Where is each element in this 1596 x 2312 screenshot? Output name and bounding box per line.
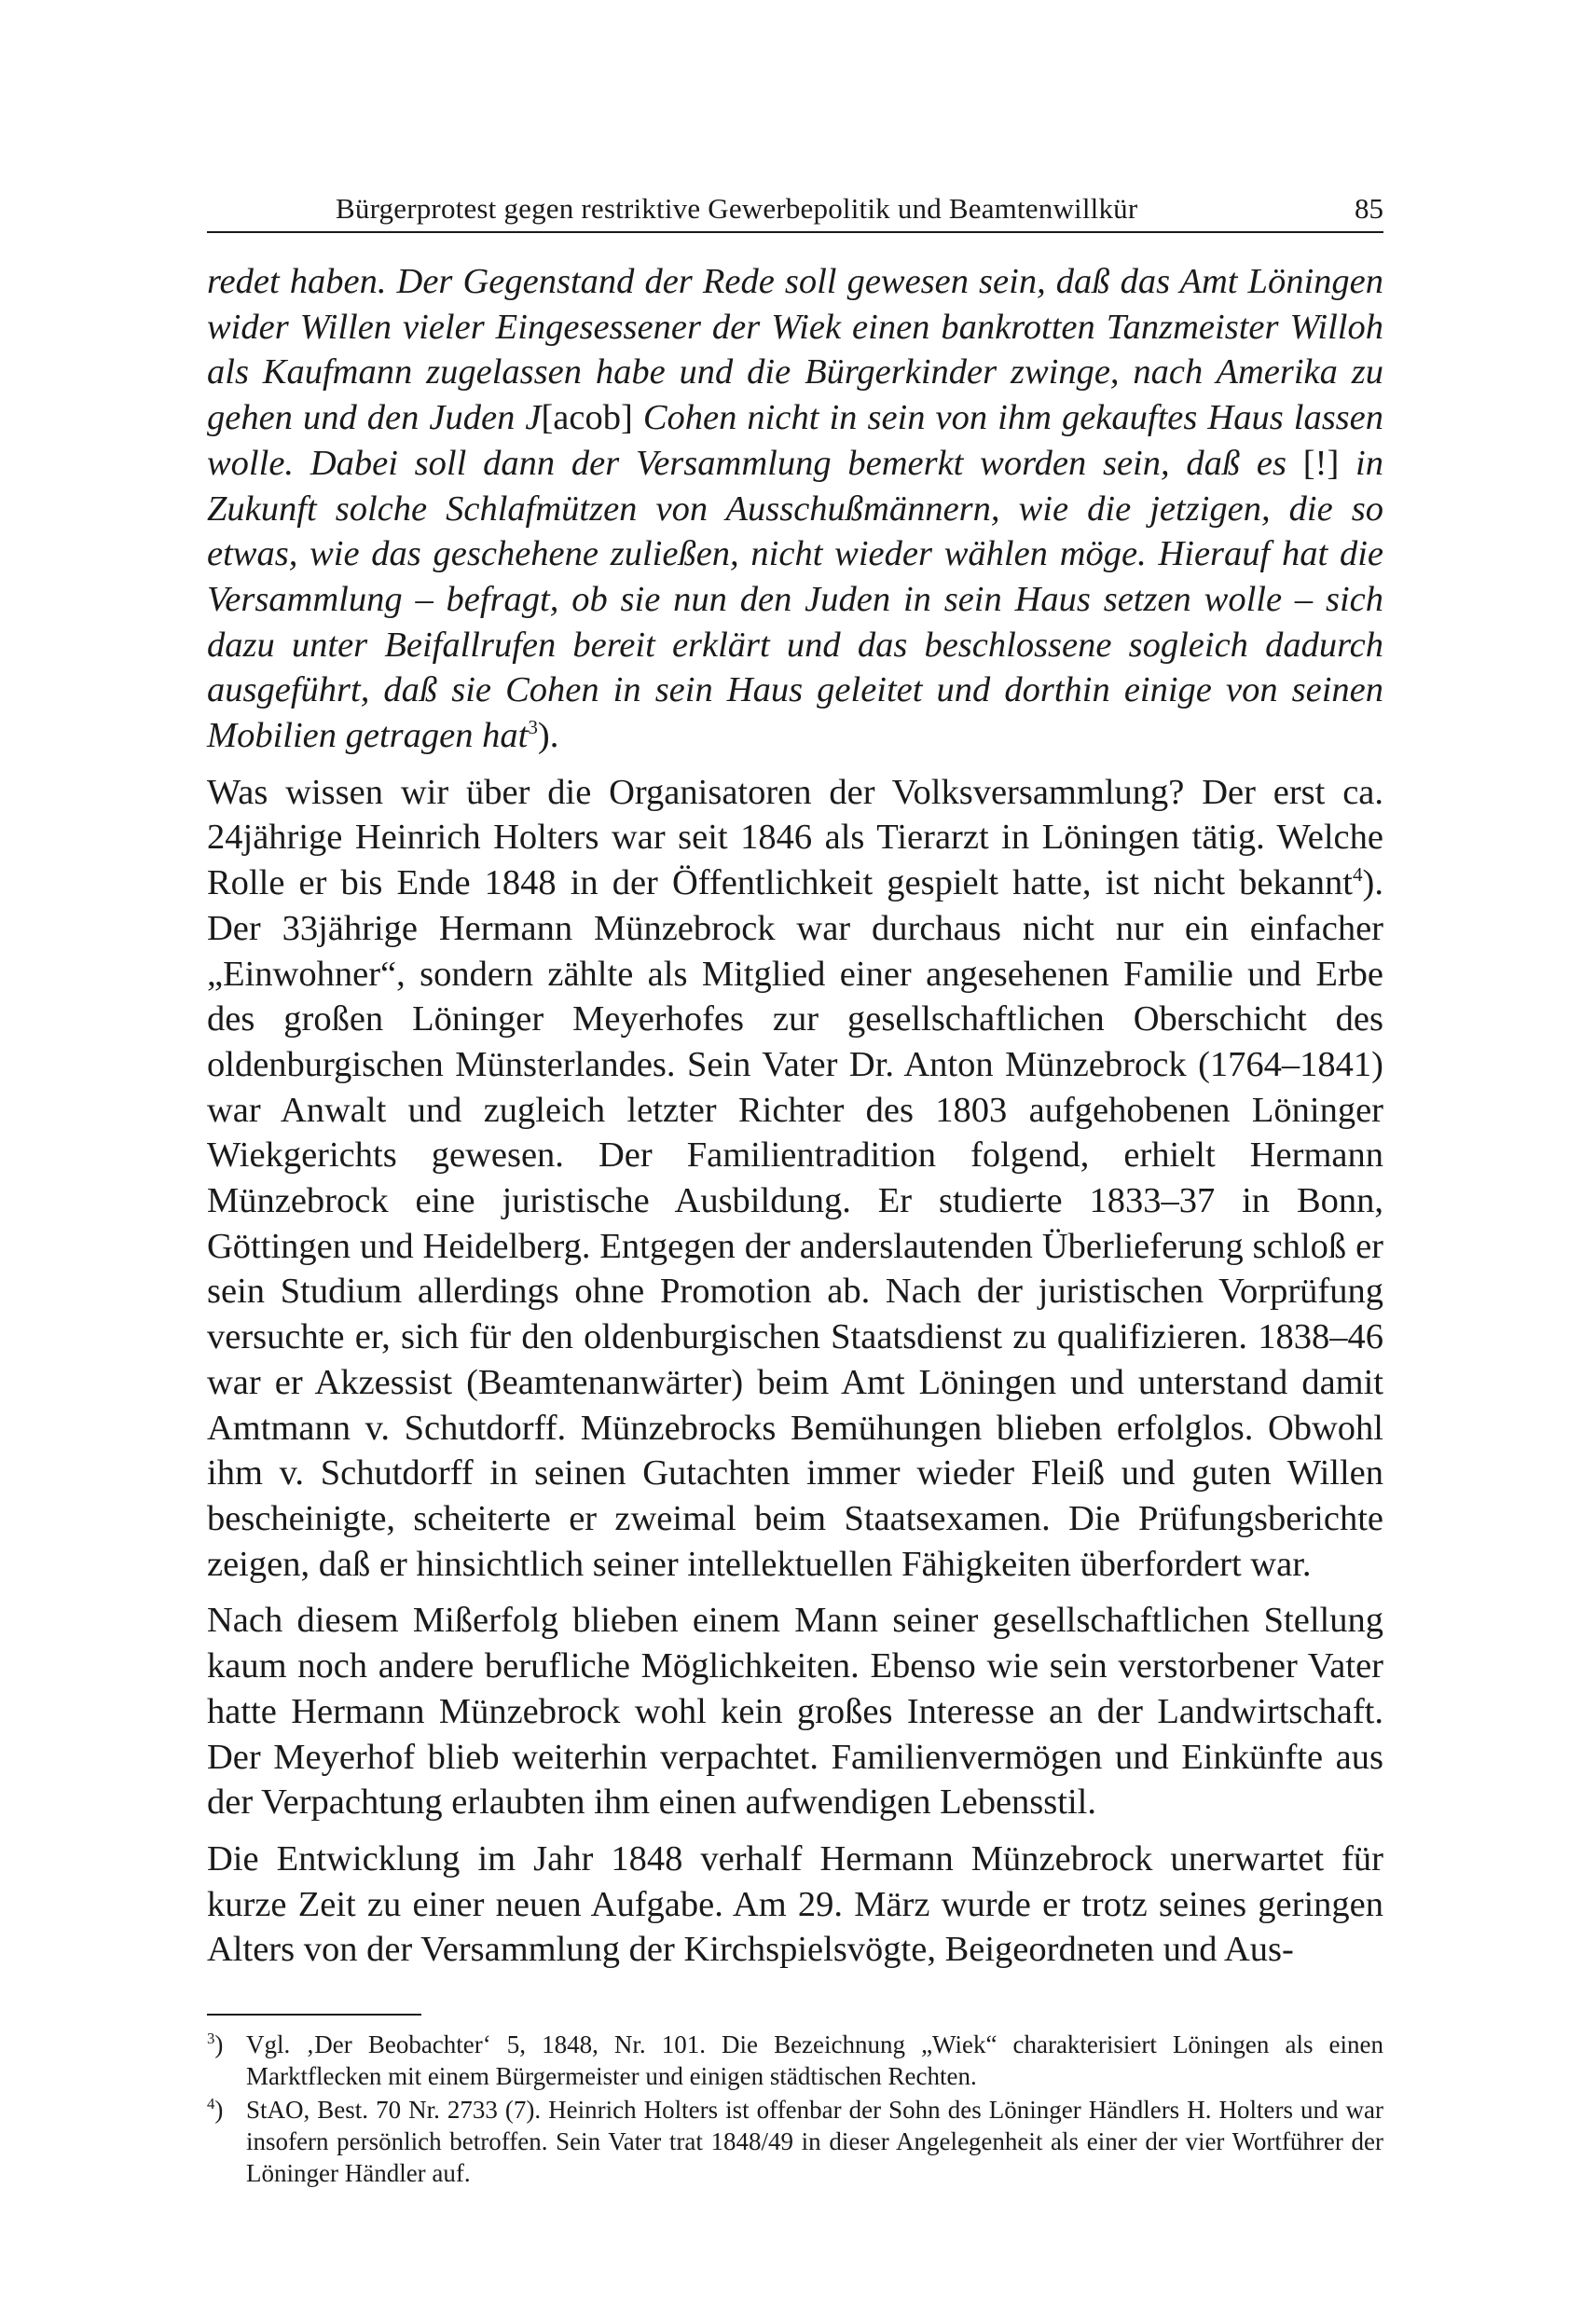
page-number: 85: [1355, 192, 1383, 225]
paragraph-3: Die Entwicklung im Jahr 1848 verhalf Hermann Münzebrock unerwartet für kurze Zeit zu einer neuen Aufgabe. Am 29. März wurde er trotz seines geringen Alters von der Versammlung der Kirchspielsvögte, Beigeordneten und Aus-: [207, 1838, 1383, 1970]
quote-text-3: in Zukunft solche Schlafmützen von Ausschußmännern, wie die jetzigen, die so etwas, wie das geschehene zuließen, nicht wieder wählen möge. Hierauf hat die Versammlung – befragt, ob sie nun den Juden in sein Haus setzen wolle – sich dazu unter Beifallrufen bereit erklärt und das beschlossene sogleich dadurch ausgeführt, daß sie Cohen in sein Haus geleitet und dorthin einige von seinen Mobilien getragen hat: [207, 443, 1383, 756]
body-text: [207, 259, 1383, 1973]
footnote-mark-paren: ): [214, 2096, 224, 2125]
paragraph-1-text: Was wissen wir über die Organisatoren der Volksversammlung? Der erst ca. 24jährige Heinrich Holters war seit 1846 als Tierarzt in Löningen tätig. Welche Rolle er bis Ende 1848 in der Öffentlichkeit gespielt hatte, ist nicht bekannt: [207, 772, 1383, 903]
running-head-title: Bürgerprotest gegen restriktive Gewerbepolitik und Beamtenwillkür: [336, 192, 1138, 225]
quote-paragraph: [207, 259, 1383, 759]
footnote-text: Vgl. ‚Der Beobachter‘ 5, 1848, Nr. 101. Die Bezeichnung „Wiek“ charakterisiert Löningen als einen Marktflecken mit einem Bürgermeister und einigen städtischen Rechten.: [246, 2030, 1383, 2091]
footnote-text: StAO, Best. 70 Nr. 2733 (7). Heinrich Holters ist offenbar der Sohn des Löninger Händlers H. Holters und war insofern persönlich betroffen. Sein Vater trat 1848/49 in dieser Angelegenheit als einer der vier Wortführer der Löninger Händler auf.: [246, 2096, 1383, 2188]
footnote-mark-paren: ): [214, 2030, 224, 2059]
page: [207, 186, 1383, 2191]
footnote-mark-number: 4: [207, 2095, 215, 2113]
quote-bracket: [acob]: [541, 398, 633, 438]
quote-closing: ).: [537, 716, 559, 756]
quote-text-1: redet haben. Der Gegenstand der Rede soll gewesen sein, daß das Amt Löningen wider Willen vieler Eingesessener der Wiek einen bankrotten Tanzmeister Willoh als Kaufmann zugelassen habe und die Bürgerkinder zwinge, nach Amerika zu gehen und den Juden J: [207, 262, 1383, 438]
footnote-ref-4[interactable]: 4: [1352, 863, 1363, 887]
paragraph-1-rest: ). Der 33jährige Hermann Münzebrock war durchaus nicht nur ein einfacher „Einwohner“, sondern zählte als Mitglied einer angesehenen Familie und Erbe des großen Löninger Meyerhofes zur gesellschaftlichen Oberschicht des oldenburgischen Münsterlandes. Sein Vater Dr. Anton Münzebrock (1764–1841) war Anwalt und zugleich letzter Richter des 1803 aufgehobenen Löninger Wiekgerichts gewesen. Der Familientradition folgend, erhielt Hermann Münzebrock eine juristische Ausbildung. Er studierte 1833–37 in Bonn, Göttingen und Heidelberg. Entgegen der anderslautenden Überlieferung schloß er sein Studium allerdings ohne Promotion ab. Nach der juristischen Vorprüfung versuchte er, sich für den oldenburgischen Staatsdienst zu qualifizieren. 1838–46 war er Akzessist (Beamtenanwärter) beim Amt Löningen und unterstand damit Amtmann v. Schutdorff. Münzebrocks Bemühungen blieben erfolglos. Obwohl ihm v. Schutdorff in seinen Gutachten immer wieder Fleiß und guten Willen bescheinigte, scheiterte er zweimal beim Staatsexamen. Die Prüfungsberichte zeigen, daß er hinsichtlich seiner intellektuellen Fähigkeiten überfordert war.: [207, 863, 1383, 1584]
footnotes: [207, 2029, 1383, 2189]
quote-text-2: Cohen nicht in sein von ihm gekauftes Haus lassen wolle. Dabei soll dann der Versammlung bemerkt worden sein, daß es: [207, 398, 1383, 483]
footnote-mark: [207, 2094, 223, 2126]
footnote-mark-number: 3: [207, 2030, 215, 2048]
quote-bracket-excl: [!]: [1302, 443, 1340, 483]
paragraph-2: Nach diesem Mißerfolg blieben einem Mann seiner gesellschaftlichen Stellung kaum noch andere berufliche Möglichkeiten. Ebenso wie sein verstorbener Vater hatte Hermann Münzebrock wohl kein großes Interesse an der Landwirtschaft. Der Meyerhof blieb weiterhin verpachtet. Familienvermögen und Einkünfte aus der Verpachtung erlaubten ihm einen aufwendigen Lebensstil.: [207, 1601, 1383, 1823]
footnote-mark: [207, 2029, 223, 2060]
paragraph-1: [207, 770, 1383, 1588]
running-head: [207, 186, 1383, 233]
footnote-divider: [207, 2014, 421, 2016]
footnote-ref-3[interactable]: 3: [528, 716, 538, 739]
footnote-3: [207, 2029, 1383, 2092]
footnote-4: [207, 2094, 1383, 2189]
